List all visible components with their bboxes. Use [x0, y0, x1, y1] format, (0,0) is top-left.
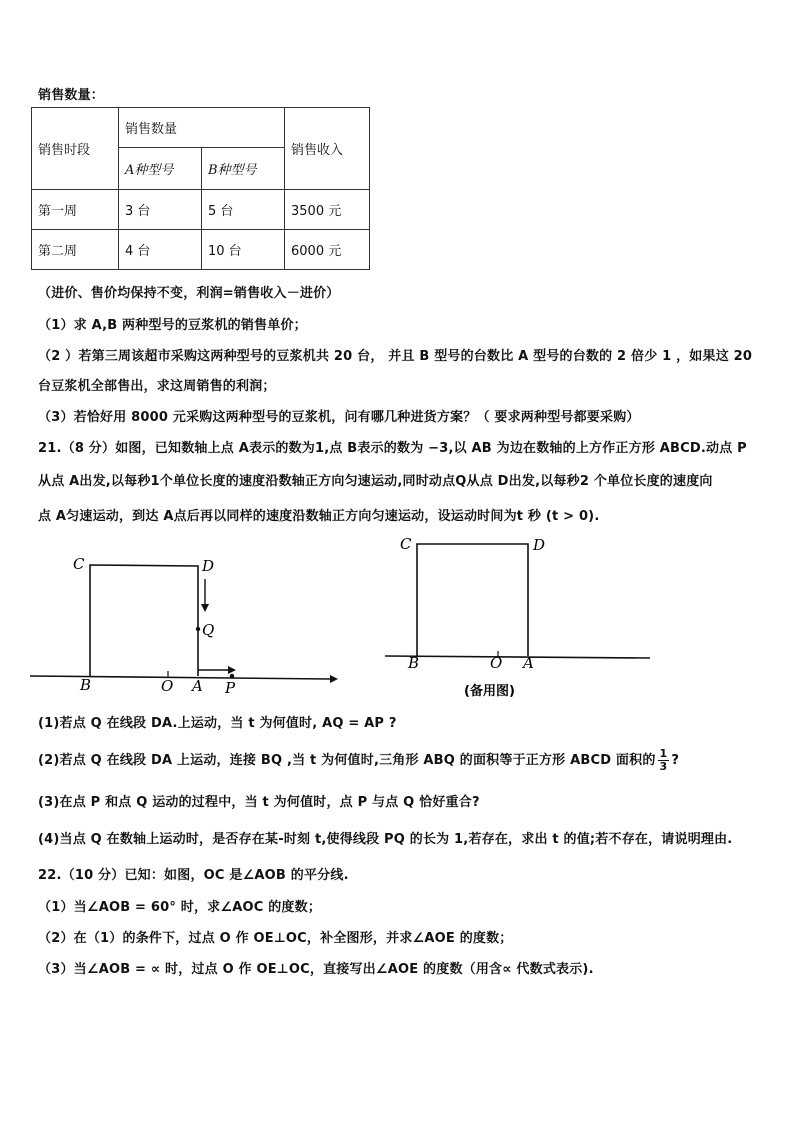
q22-part2: （2）在（1）的条件下，过点 O 作 OE⊥OC，补全图形，并求∠AOE 的度数；: [38, 931, 513, 946]
label-d: D: [202, 557, 215, 575]
q20-part3: （3）若恰好用 8000 元采购这两种型号的豆浆机，问有哪几种进货方案？（ 要求两种型号都要采购）: [38, 410, 640, 425]
q22-part1: （1）当∠AOB = 60° 时，求∠AOC 的度数；: [38, 900, 322, 915]
square-abcd: [90, 565, 198, 676]
q21-line1: 21.（8 分）如图，已知数轴上点 A表示的数为1,点 B表示的数为 −3,以 AB 为边在数轴的上方作正方形 ABCD.动点 P: [38, 441, 747, 456]
fraction-numerator: 1: [659, 747, 668, 760]
cell-income: 3500 元: [285, 190, 370, 230]
figure-caption: (备用图): [464, 684, 515, 699]
q21-line3: 点 A匀速运动，到达 A点后再以同样的速度沿数轴正方向匀速运动，设运动时间为t 秒 (t > 0).: [38, 509, 600, 524]
cell-b: 10 台: [202, 230, 285, 270]
q21-sub1: (1)若点 Q 在线段 DA.上运动，当 t 为何值时, AQ = AP ?: [38, 716, 397, 731]
q-arrow-head: [201, 604, 209, 612]
q21-sub2-end: ?: [671, 753, 680, 768]
q21-sub3: (3)在点 P 和点 Q 运动的过程中，当 t 为何值时，点 P 与点 Q 恰好重合?: [38, 795, 480, 810]
header-income: 销售收入: [285, 108, 370, 190]
p-arrow-head: [228, 666, 236, 674]
figure-2: [380, 532, 655, 702]
table-caption: 销售数量：: [38, 88, 105, 103]
point-q: [196, 627, 200, 631]
q20-part2-line1: （2 ）若第三周该超市采购这两种型号的豆浆机共 20 台， 并且 B 型号的台数比 A 型号的台数的 2 倍少 1 ，如果这 20: [38, 349, 753, 364]
q21-sub4: (4)当点 Q 在数轴上运动时，是否存在某-时刻 t,使得线段 PQ 的长为 1,若存在，求出 t 的值;若不存在，请说明理由.: [38, 832, 733, 847]
label-d: D: [533, 536, 546, 554]
q21-sub2-text: (2)若点 Q 在线段 DA 上运动，连接 BQ ,当 t 为何值时,三角形 ABQ 的面积等于正方形 ABCD 面积的: [38, 753, 656, 768]
label-b: B: [408, 654, 420, 672]
figure-1: [30, 548, 340, 700]
number-axis: [385, 656, 650, 658]
q20-note: （进价、售价均保持不变，利润=销售收入－进价）: [38, 286, 340, 301]
number-axis: [30, 676, 330, 679]
fraction-denominator: 3: [659, 760, 668, 773]
square-abcd: [417, 544, 528, 656]
cell-period: 第一周: [32, 190, 119, 230]
label-q: Q: [202, 621, 215, 639]
q20-part2-line2: 台豆浆机全部售出，求这周销售的利润；: [38, 379, 276, 394]
label-o: O: [490, 654, 503, 672]
header-type-b: B种型号: [202, 148, 285, 190]
cell-b: 5 台: [202, 190, 285, 230]
point-p: [230, 674, 234, 678]
label-p: P: [225, 679, 236, 697]
q21-line2: 从点 A出发,以每秒1个单位长度的速度沿数轴正方向匀速运动,同时动点Q从点 D出发,以每秒2 个单位长度的速度向: [38, 474, 713, 489]
label-a: A: [192, 677, 203, 695]
cell-a: 3 台: [119, 190, 202, 230]
q21-sub2: [38, 748, 679, 773]
label-o: O: [161, 677, 174, 695]
table-row: [32, 190, 370, 230]
cell-period: 第二周: [32, 230, 119, 270]
label-c: C: [400, 535, 412, 553]
header-period: 销售时段: [32, 108, 119, 190]
axis-arrow: [330, 675, 338, 683]
table-row: [32, 230, 370, 270]
label-b: B: [80, 676, 92, 694]
sales-table: [31, 107, 370, 270]
label-c: C: [73, 555, 85, 573]
cell-a: 4 台: [119, 230, 202, 270]
label-a: A: [523, 654, 534, 672]
fraction-one-third: [658, 748, 670, 773]
header-type-a: A种型号: [119, 148, 202, 190]
cell-income: 6000 元: [285, 230, 370, 270]
q22-title: 22.（10 分）已知：如图，OC 是∠AOB 的平分线.: [38, 868, 349, 883]
header-quantity: 销售数量: [119, 108, 285, 148]
q22-part3: （3）当∠AOB = ∝ 时，过点 O 作 OE⊥OC，直接写出∠AOE 的度数（用含∝ 代数式表示).: [38, 962, 594, 977]
q20-part1: （1）求 A,B 两种型号的豆浆机的销售单价；: [38, 318, 307, 333]
